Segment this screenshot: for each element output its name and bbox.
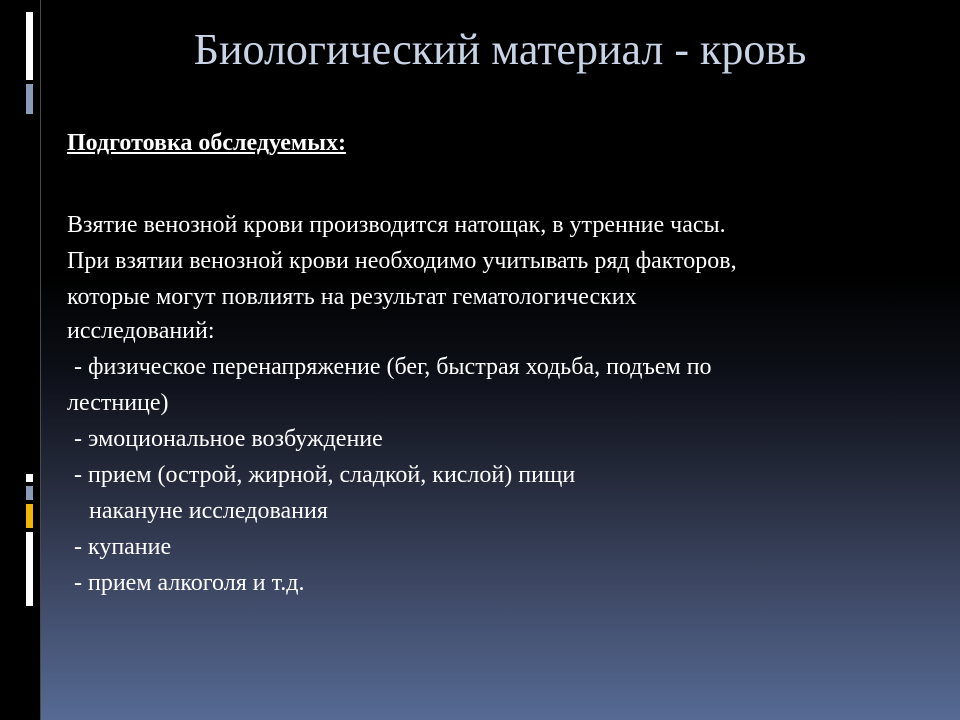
decor-bar-mid-1 — [26, 474, 33, 482]
decor-bar-top-1 — [26, 12, 33, 80]
paragraph-line: исследований: — [67, 318, 215, 344]
left-decor-divider — [40, 0, 41, 720]
slide-title: Биологический материал - кровь — [193, 25, 807, 74]
decor-bar-top-2 — [26, 84, 33, 114]
decor-bar-mid-2 — [26, 486, 33, 500]
decor-bar-mid-3 — [26, 504, 33, 528]
factor-line: - эмоциональное возбуждение — [74, 426, 383, 452]
left-decor-strip — [0, 0, 40, 720]
factor-line: - прием (острой, жирной, сладкой, кислой) пищи — [74, 462, 576, 488]
factor-line: накануне исследования — [89, 498, 328, 524]
section-heading: Подготовка обследуемых: — [67, 130, 346, 156]
paragraph-line: При взятии венозной крови необходимо учитывать ряд факторов, — [67, 248, 737, 274]
factor-line: - физическое перенапряжение (бег, быстрая ходьба, подъем по — [74, 354, 712, 380]
factor-line: лестнице) — [67, 390, 169, 416]
factor-line: - прием алкоголя и т.д. — [74, 570, 305, 596]
paragraph-line: которые могут повлиять на результат гематологических — [67, 284, 637, 310]
decor-bar-mid-4 — [26, 532, 33, 606]
paragraph-line: Взятие венозной крови производится натощак, в утренние часы. — [67, 212, 726, 238]
factor-line: - купание — [74, 534, 172, 560]
